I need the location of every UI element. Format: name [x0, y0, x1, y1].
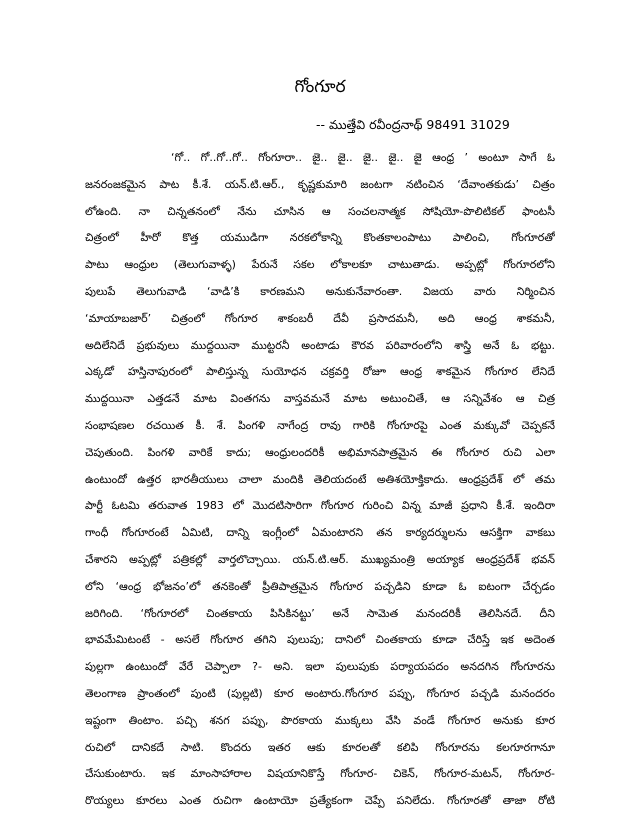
body-line: తెలంగాణ ప్రాంతంలో పుంటి (పుల్లటి) కూర అంటారు.గోంగూర పప్పు, గోంగూర పచ్చడి మనందరం — [85, 686, 555, 700]
body-line: చెపుతుంది. పింగళి వారికే కాదు; ఆంధ్రులందరికీ అభిమానపాత్రమైన ఈ గోంగూర రుచి ఎలా — [85, 445, 555, 459]
body-line: ఎక్కడో హస్తినాపురంలో పాలిస్తున్న సుయోధన చక్రవర్తి రోజూ ఆంధ్ర శాకమైన గోంగూర లేనిదే — [85, 365, 555, 379]
body-line: రొయ్యలు కూరలు ఎంత రుచిగా ఉంటాయో ప్రత్యేకంగా చెప్పే పనిలేదు. గోంగూరతో తాజా రోటి — [85, 794, 555, 808]
body-line: ఉంటుందో ఉత్తర భారతీయులు చాలా మందికి తెలియదంటే అతిశయోక్తికాదు. ఆంధ్రప్రదేశ్ లో తమ — [85, 472, 555, 486]
body-line: ముద్దయినా ఎత్తడనే మాట వింతగను వాస్తవమనే మాట అటుంచితే, ఆ సన్నివేశం ఆ చిత్ర — [85, 392, 555, 406]
page-title: గోంగూర — [294, 77, 346, 97]
body-line: చేసుకుంటారు. ఇక మాంసాహారాల విషయానికొస్తే గోంగూర- చికెన్, గోంగూర-మటన్, గోంగూర- — [85, 767, 555, 781]
body-line: పాటు ఆంధ్రుల (తెలుగువాళ్ళ) పేరునే సకల లోకాలకూ చాటుతాడు. అప్పట్లో గోంగూరలోని — [85, 258, 555, 272]
body-line: పులుపే తెలుగువాడి ‘వాడి’కి కారణమని అనుకునేవారంతా. విజయ వారు నిర్మించిన — [85, 284, 555, 298]
body-line: పార్టీ ఓటమి తరువాత 1983 లో మొదటిసారిగా గోంగూర గురించి విన్న మాజీ ప్రధాని కీ.శే. ఇందిరా — [85, 499, 555, 513]
body-line: పుల్లగా ఉంటుందో వేరే చెప్పాలా ?- అని. ఇలా పులుపుకు పర్యాయపదం అనదగిన గోంగూరను — [85, 660, 555, 674]
body-line: జరిగింది. ‘గోంగూరలో చింతకాయ పిసికినట్టు’ అనే సామెత మనందరికీ తెలిసినదే. దీని — [85, 606, 555, 620]
body-line: ‘మాయాబజార్’ చిత్రంలో గోంగూర శాకంబరీ దేవీ ప్రసాదమనీ, అది ఆంధ్ర శాకమనీ, — [85, 311, 555, 325]
article-body — [85, 145, 555, 815]
body-line: లోని ‘ఆంధ్ర భోజనం’లో తనకెంతో ప్రీతిపాత్రమైన గోంగూర పచ్చడిని కూడా ఓ ఐటంగా చేర్చడం — [85, 579, 555, 593]
body-line: ‘గో.. గో..గో..గో.. గోంగూరా.. జై.. జై.. జై.. జై.. జై ఆంధ్ర ’ అంటూ సాగే ఓ — [171, 151, 555, 164]
body-line: లోఉంది. నా చిన్నతనంలో నేను చూసిన ఆ సంచలనాత్మక సోషియో-పొలిటికల్ ఫాంటసీ — [85, 204, 555, 218]
body-line: ఇష్టంగా తింటాం. పచ్చి శనగ పప్పు, పొరకాయ ముక్కలు వేసి వండే గోంగూర అనుకు కూర — [85, 713, 555, 727]
body-line: అదిలేనిదే ప్రభువులు ముద్దయినా ముట్టరనీ అంటాడు కౌరవ పరివారంలోని శాస్త్రి అనే ఓ భట్టు. — [85, 338, 555, 352]
body-line: రుచిలో దానికదే సాటి. కొందరు ఇతర ఆకు కూరలతో కలిపి గోంగూరను కలగూరగానూ — [85, 740, 555, 754]
body-line: సంభాషణల రచయిత కీ. శే. పింగళి నాగేంద్ర రావు గారికి గోంగూరపై ఎంత మక్కువో చెప్పకనే — [85, 418, 555, 432]
body-line: చిత్రంలో హీరో కొత్త యముడిగా నరకలోకాన్ని కొంతకాలంపాటు పాలించి, గోంగూరతో — [85, 231, 555, 245]
body-line: చేశారని అప్పట్లో పత్రికల్లో వార్తలొచ్చాయి. యన్.టి.ఆర్. ముఖ్యమంత్రి అయ్యాక ఆంధ్రప్రదేశ్ భవన్ — [85, 552, 555, 566]
body-line: గాంధీ గోంగూరంటే ఏమిటి, దాన్ని ఇంగ్లీంలో ఏమంటారని తన కార్యదర్శులను ఆసక్తిగా వాకబు — [85, 526, 555, 540]
body-line: భావమేమిటంటే - అసలే గోంగూర తగిని పులుపు; దానిలో చింతకాయ కూడా చేరిస్తే ఇక అదెంత — [85, 633, 555, 647]
author-byline: -- ముత్తేవి రవీంద్రనాథ్ 98491 31029 — [316, 117, 510, 132]
body-line: జనరంజకమైన పాట కీ.శే. యన్.టి.ఆర్., కృష్ణకుమారి జంటగా నటించిన ‘దేవాంతకుడు’ చిత్రం — [85, 177, 555, 191]
